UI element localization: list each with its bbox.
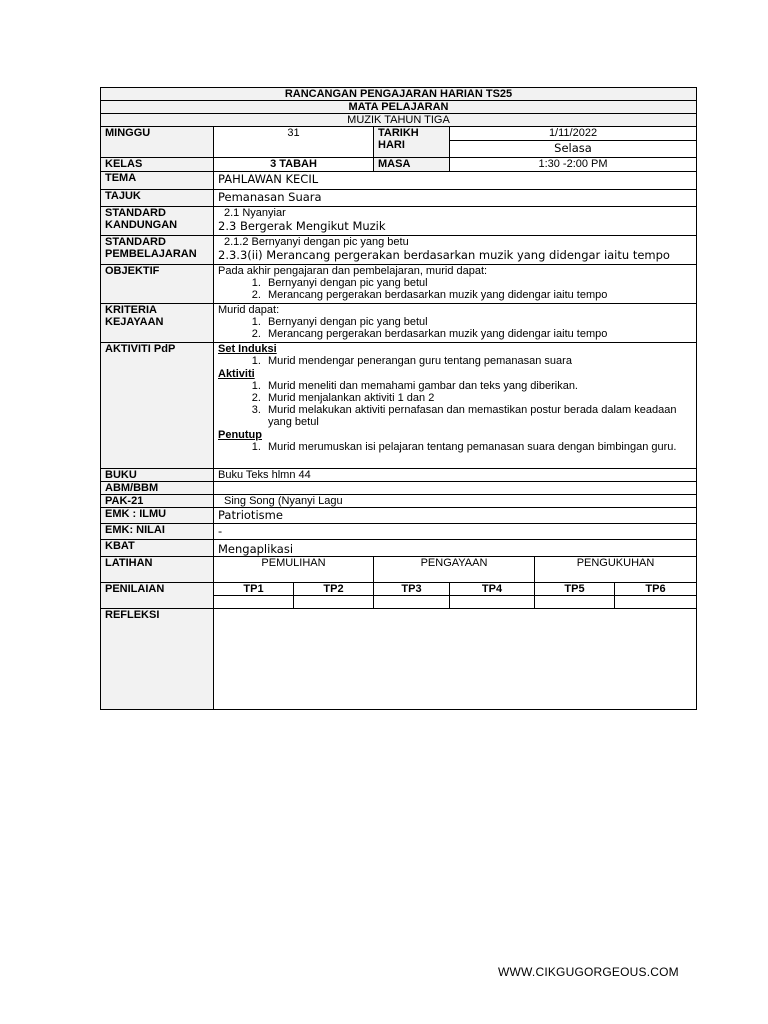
aktiviti-heading: Aktiviti	[218, 368, 255, 380]
tp3-cell	[374, 596, 450, 609]
buku-value: Buku Teks hlmn 44	[214, 469, 697, 482]
subject-name: MUZIK TAHUN TIGA	[101, 114, 697, 127]
list-item: 1. Bernyanyi dengan pic yang betul	[264, 316, 692, 328]
kriteria-label-2: KEJAYAAN	[105, 316, 164, 328]
abm-label: ABM/BBM	[101, 482, 214, 495]
buku-label: BUKU	[101, 469, 214, 482]
aktiviti-label: AKTIVITI PdP	[101, 343, 214, 469]
kriteria-intro: Murid dapat:	[218, 304, 280, 316]
lesson-plan-table	[100, 87, 697, 710]
minggu-label: MINGGU	[101, 127, 214, 158]
plan-title: RANCANGAN PENGAJARAN HARIAN TS25	[101, 88, 697, 101]
kbat-value: Mengaplikasi	[214, 540, 697, 557]
refleksi-value	[214, 609, 697, 710]
tp2-header: TP2	[294, 583, 374, 596]
objektif-value	[214, 265, 697, 304]
tarikh-label: TARIKH	[378, 127, 419, 139]
list-item: 1. Murid mendengar penerangan guru tentang pemanasan suara	[264, 355, 692, 367]
latihan-pemulihan: PEMULIHAN	[214, 557, 374, 583]
sk-line-1: 2.1 Nyanyiar	[224, 207, 286, 219]
standard-pembelajaran-label	[101, 236, 214, 265]
hari-label: HARI	[378, 139, 405, 151]
emk-ilmu-label: EMK : ILMU	[101, 508, 214, 524]
tp1-cell	[214, 596, 294, 609]
kelas-value: 3 TABAH	[214, 158, 374, 172]
kelas-label: KELAS	[101, 158, 214, 172]
set-induksi-list	[218, 355, 692, 367]
objektif-list	[218, 277, 692, 301]
latihan-pengayaan: PENGAYAAN	[374, 557, 535, 583]
footer-url: WWW.CIKGUGORGEOUS.COM	[498, 965, 679, 979]
emk-ilmu-value: Patriotisme	[214, 508, 697, 524]
list-item: 2. Merancang pergerakan berdasarkan muzik yang didengar iaitu tempo	[264, 289, 692, 301]
tp1-header: TP1	[214, 583, 294, 596]
objektif-intro: Pada akhir pengajaran dan pembelajaran, murid dapat:	[218, 265, 488, 277]
minggu-value: 31	[214, 127, 374, 158]
sp-line-2: 2.3.3(ii) Merancang pergerakan berdasarkan muzik yang didengar iaitu tempo	[218, 248, 670, 262]
aktiviti-list	[218, 380, 692, 428]
kriteria-value	[214, 304, 697, 343]
kriteria-label	[101, 304, 214, 343]
aktiviti-value	[214, 343, 697, 469]
sk-line-2: 2.3 Bergerak Mengikut Muzik	[218, 219, 386, 233]
standard-pembelajaran-value	[214, 236, 697, 265]
hari-value: Selasa	[450, 141, 697, 158]
list-item: 1. Murid merumuskan isi pelajaran tentang pemanasan suara dengan bimbingan guru.	[264, 441, 692, 453]
sp-label-2: PEMBELAJARAN	[105, 248, 197, 260]
sp-label-1: STANDARD	[105, 236, 166, 248]
sk-label-2: KANDUNGAN	[105, 219, 178, 231]
pak21-value: Sing Song (Nyanyi Lagu	[214, 495, 697, 508]
tp6-header: TP6	[615, 583, 697, 596]
emk-nilai-label: EMK: NILAI	[101, 524, 214, 540]
list-item: 2. Merancang pergerakan berdasarkan muzik yang didengar iaitu tempo	[264, 328, 692, 340]
penutup-list	[218, 441, 692, 453]
standard-kandungan-value	[214, 207, 697, 236]
tarikh-hari-label	[374, 127, 450, 158]
sk-label-1: STANDARD	[105, 207, 166, 219]
penutup-heading: Penutup	[218, 429, 262, 441]
abm-value	[214, 482, 697, 495]
tajuk-label: TAJUK	[101, 190, 214, 207]
latihan-label: LATIHAN	[101, 557, 214, 583]
standard-kandungan-label	[101, 207, 214, 236]
tp2-cell	[294, 596, 374, 609]
tp4-header: TP4	[450, 583, 535, 596]
latihan-pengukuhan: PENGUKUHAN	[535, 557, 697, 583]
tp3-header: TP3	[374, 583, 450, 596]
emk-nilai-value: -	[214, 524, 697, 540]
set-induksi-heading: Set Induksi	[218, 343, 277, 355]
subject-label: MATA PELAJARAN	[101, 101, 697, 114]
list-item: 1. Murid meneliti dan memahami gambar dan teks yang diberikan.	[264, 380, 692, 392]
tp6-cell	[615, 596, 697, 609]
refleksi-label: REFLEKSI	[101, 609, 214, 710]
tajuk-value: Pemanasan Suara	[214, 190, 697, 207]
masa-label: MASA	[374, 158, 450, 172]
list-item: 3. Murid melakukan aktiviti pernafasan dan memastikan postur berada dalam keadaan yang betul	[264, 404, 692, 428]
list-item: 2. Murid menjalankan aktiviti 1 dan 2	[264, 392, 692, 404]
penilaian-label: PENILAIAN	[101, 583, 214, 609]
tema-label: TEMA	[101, 172, 214, 190]
sp-line-1: 2.1.2 Bernyanyi dengan pic yang betu	[224, 236, 409, 248]
kriteria-label-1: KRITERIA	[105, 304, 157, 316]
list-item: 1. Bernyanyi dengan pic yang betul	[264, 277, 692, 289]
pak21-label: PAK-21	[101, 495, 214, 508]
kbat-label: KBAT	[101, 540, 214, 557]
tarikh-value: 1/11/2022	[450, 127, 697, 141]
masa-value: 1:30 -2:00 PM	[450, 158, 697, 172]
tp5-cell	[535, 596, 615, 609]
tp5-header: TP5	[535, 583, 615, 596]
objektif-label: OBJEKTIF	[101, 265, 214, 304]
tema-value: PAHLAWAN KECIL	[214, 172, 697, 190]
tp4-cell	[450, 596, 535, 609]
kriteria-list	[218, 316, 692, 340]
